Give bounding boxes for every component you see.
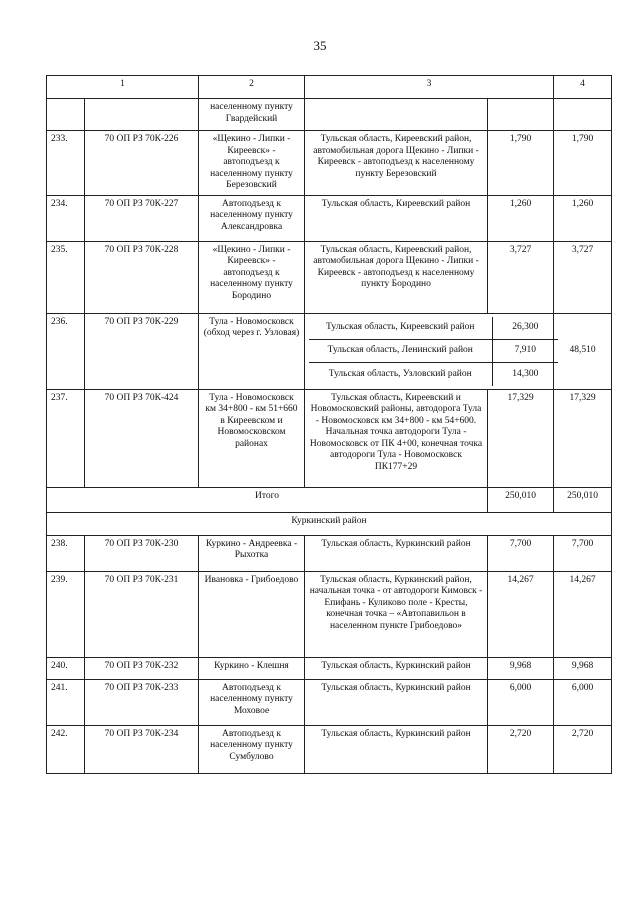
row-number: 241. xyxy=(47,679,85,725)
road-length: 1,260 xyxy=(488,195,554,241)
road-location: Тульская область, Узловский район xyxy=(309,363,492,386)
table-row xyxy=(47,389,612,487)
table-row xyxy=(47,657,612,679)
sub-row xyxy=(309,363,558,386)
header-row xyxy=(47,76,612,99)
road-length: 17,329 xyxy=(488,389,554,487)
row-total-cell xyxy=(554,99,612,131)
row-code-cell xyxy=(85,99,199,131)
table-row xyxy=(47,571,612,657)
row-num-cell xyxy=(47,99,85,131)
road-code: 70 ОП РЗ 70К-230 xyxy=(85,535,199,571)
row-number: 242. xyxy=(47,725,85,773)
road-name: Ивановка - Грибоедово xyxy=(199,571,305,657)
row-location-cell xyxy=(305,99,488,131)
header-col-2: 2 xyxy=(199,76,305,99)
road-total: 9,968 xyxy=(554,657,612,679)
total-total: 250,010 xyxy=(554,487,612,512)
road-total: 1,260 xyxy=(554,195,612,241)
road-name: Тула - Новомосковск км 34+800 - км 51+660 в Киреевском и Новомосковском районах xyxy=(199,389,305,487)
road-length: 3,727 xyxy=(488,241,554,313)
row-number: 238. xyxy=(47,535,85,571)
road-code: 70 ОП РЗ 70К-227 xyxy=(85,195,199,241)
header-col-4: 4 xyxy=(554,76,612,99)
roads-table xyxy=(46,75,612,774)
road-code: 70 ОП РЗ 70К-231 xyxy=(85,571,199,657)
table-row xyxy=(47,679,612,725)
row-number: 235. xyxy=(47,241,85,313)
road-name: «Щекино - Липки - Киреевск» - автоподъезд к населенному пункту Березовский xyxy=(199,131,305,196)
road-location: Тульская область, Куркинский район, начальная точка - от автодороги Кимовск - Епифань - Куликово поле - Кресты, конечная точка – «Автопавильон в населенном пункте Грибоедово» xyxy=(305,571,488,657)
road-location: Тульская область, Киреевский район xyxy=(305,195,488,241)
road-location: Тульская область, Киреевский район xyxy=(326,322,475,332)
table-row xyxy=(47,313,612,389)
road-name: Автоподъезд к населенному пункту Сумбулово xyxy=(199,725,305,773)
road-name: Автоподъезд к населенному пункту Александровка xyxy=(199,195,305,241)
total-label: Итого xyxy=(47,487,488,512)
road-code: 70 ОП РЗ 70К-228 xyxy=(85,241,199,313)
road-location: Тульская область, Куркинский район xyxy=(305,725,488,773)
road-name: Куркино - Клешня xyxy=(199,657,305,679)
road-length: 26,300 xyxy=(492,317,558,340)
table-row xyxy=(47,535,612,571)
road-location: Тульская область, Киреевский и Новомосковский районы, автодорога Тула - Новомосковск км 34+800 - км 54+600. Начальная точка автодороги Тула - Новомосковск от ПК 4+00, конечная точка автодороги Тула - Новомосковск ПК177+29 xyxy=(305,389,488,487)
road-location: Тульская область, Куркинский район xyxy=(305,657,488,679)
row-number: 236. xyxy=(47,313,85,389)
road-length: 2,720 xyxy=(488,725,554,773)
row-number: 233. xyxy=(47,131,85,196)
section-row xyxy=(47,512,612,535)
road-code: 70 ОП РЗ 70К-233 xyxy=(85,679,199,725)
row-number: 237. xyxy=(47,389,85,487)
sub-row xyxy=(309,340,558,363)
road-name: Куркино - Андреевка - Рыхотка xyxy=(199,535,305,571)
road-total: 48,510 xyxy=(554,313,612,389)
road-code: 70 ОП РЗ 70К-226 xyxy=(85,131,199,196)
split-cell xyxy=(305,313,554,389)
total-length: 250,010 xyxy=(488,487,554,512)
header-col-3: 3 xyxy=(305,76,554,99)
road-location: Тульская область, Ленинский район xyxy=(309,340,492,363)
road-code: 70 ОП РЗ 70К-229 xyxy=(85,313,199,389)
row-length-cell xyxy=(488,99,554,131)
road-location: Тульская область, Куркинский район xyxy=(305,535,488,571)
road-code: 70 ОП РЗ 70К-234 xyxy=(85,725,199,773)
road-code: 70 ОП РЗ 70К-232 xyxy=(85,657,199,679)
road-total: 2,720 xyxy=(554,725,612,773)
road-total: 14,267 xyxy=(554,571,612,657)
continuation-row xyxy=(47,99,612,131)
road-length: 14,300 xyxy=(492,363,558,386)
road-location: Тульская область, Киреевский район, автомобильная дорога Щекино - Липки - Киреевск - автоподъезд к населенному пункту Бородино xyxy=(305,241,488,313)
road-length: 1,790 xyxy=(488,131,554,196)
road-length: 14,267 xyxy=(488,571,554,657)
header-col-1: 1 xyxy=(47,76,199,99)
road-total: 3,727 xyxy=(554,241,612,313)
split-subtable xyxy=(309,317,558,386)
road-total: 6,000 xyxy=(554,679,612,725)
row-number: 234. xyxy=(47,195,85,241)
road-total: 17,329 xyxy=(554,389,612,487)
page-number: 35 xyxy=(313,38,327,53)
section-title: Куркинский район xyxy=(47,512,612,535)
row-name-cell: населенному пункту Гвардейский xyxy=(199,99,305,131)
road-location: Тульская область, Куркинский район xyxy=(305,679,488,725)
total-row xyxy=(47,487,612,512)
table-row xyxy=(47,131,612,196)
road-length: 7,700 xyxy=(488,535,554,571)
road-total: 1,790 xyxy=(554,131,612,196)
road-name: Автоподъезд к населенному пункту Моховое xyxy=(199,679,305,725)
road-length: 9,968 xyxy=(488,657,554,679)
road-name: Тула - Новомосковск (обход через г. Узловая) xyxy=(199,313,305,389)
table-row xyxy=(47,195,612,241)
table-row xyxy=(47,725,612,773)
row-number: 239. xyxy=(47,571,85,657)
table-row xyxy=(47,241,612,313)
road-name: «Щекино - Липки - Киреевск» - автоподъезд к населенному пункту Бородино xyxy=(199,241,305,313)
row-number: 240. xyxy=(47,657,85,679)
road-code: 70 ОП РЗ 70К-424 xyxy=(85,389,199,487)
road-total: 7,700 xyxy=(554,535,612,571)
sub-row xyxy=(309,317,558,340)
road-location: Тульская область, Киреевский район, автомобильная дорога Щекино - Липки - Киреевск - автоподъезд к населенному пункту Березовский xyxy=(305,131,488,196)
road-length: 7,910 xyxy=(492,340,558,363)
road-length: 6,000 xyxy=(488,679,554,725)
